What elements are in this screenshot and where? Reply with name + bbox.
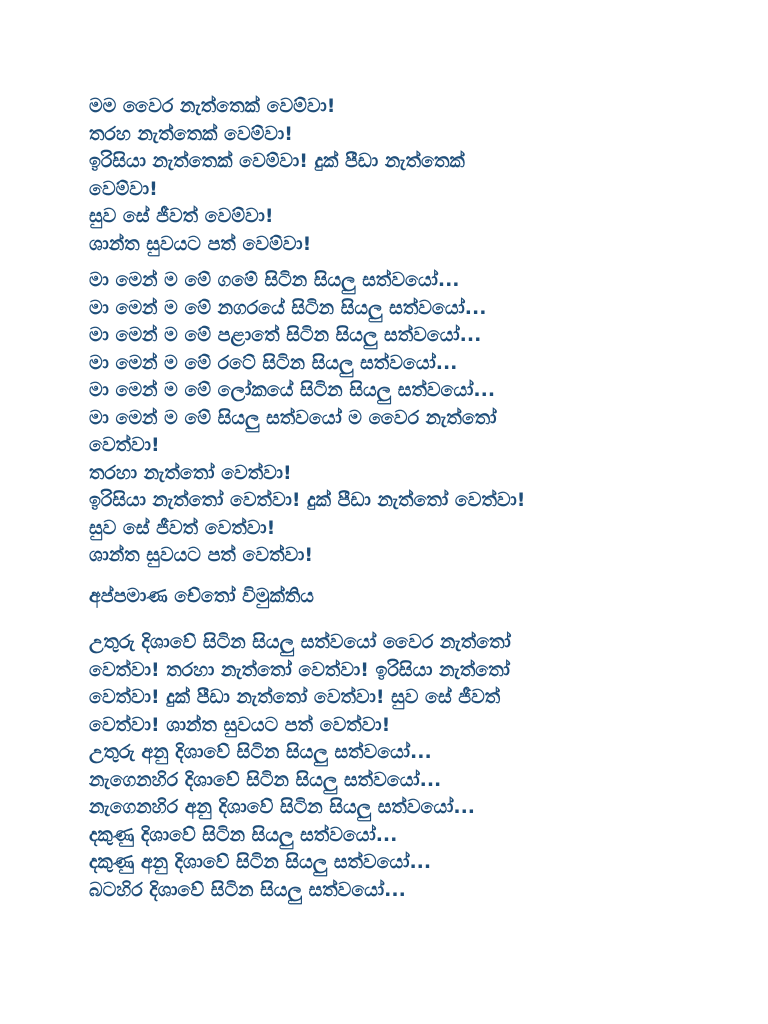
text-line: මා මෙන් ම මේ නගරයේ සිටින සියලු සත්වයෝ... [89, 296, 487, 319]
text-line: උතුරු දිශාවේ සිටින සියලු සත්වයෝ වෛර නැත්තෝ [89, 631, 511, 653]
paragraph-gap [89, 570, 689, 583]
text-line: සුව සේ ජීවත් වෙම්වා! [89, 205, 274, 227]
section-heading: අප්පමාණ චේතෝ විමුක්තිය [89, 584, 314, 607]
text-line: තරහා නැත්තෝ වෙත්වා! [89, 461, 292, 484]
paragraph-gap [89, 610, 689, 629]
text-line: නැගෙනහිර දිශාවේ සිටින සියලු සත්වයෝ... [89, 768, 442, 791]
text-line: වෙත්වා! තරහා නැත්තෝ වෙත්වා! ඉරිසියා නැත්තෝ [89, 658, 510, 681]
text-line: මා මෙන් ම මේ ලෝකයේ සිටින සියලු සත්වයෝ... [89, 379, 496, 401]
text-line: වෙත්වා! දුක් පීඩා නැත්තෝ වෙත්වා! සුව සේ ජීවත් [89, 686, 501, 708]
stanza-all-beings [89, 267, 689, 570]
text-line: වෙත්වා! [89, 434, 160, 456]
text-line: ඉරිසියා නැත්තෙක් වෙම්වා! දුක් පීඩා නැත්තෙක් [89, 150, 465, 172]
text-line: මා මෙන් ම මේ සියලු සත්වයෝ ම වෛර නැත්තෝ [89, 406, 497, 429]
text-line: සුව සේ ජීවත් වෙත්වා! [89, 516, 276, 539]
text-line: බටහිර දිශාවේ සිටින සියලු සත්වයෝ... [89, 878, 406, 901]
text-line: වෙම්වා! [89, 177, 158, 200]
text-line: ඉරිසියා නැත්තෝ වෙත්වා! දුක් පීඩා නැත්තෝ වෙත්වා! [89, 489, 526, 511]
text-line: උතුරු අනු දිශාවේ සිටින සියලු සත්වයෝ... [89, 741, 432, 763]
text-line: වෙත්වා! ශාන්ත සුවයට පත් වෙත්වා! [89, 713, 391, 736]
text-line: තරහ නැත්තෙක් වෙම්වා! [89, 122, 293, 145]
text-line: මා මෙන් ම මේ රටේ සිටින සියලු සත්වයෝ... [89, 351, 458, 374]
text-line: මා මෙන් ම මේ පළාතේ සිටින සියලු සත්වයෝ... [89, 324, 482, 346]
text-line: දකුණු දිශාවේ සිටින සියලු සත්වයෝ... [89, 823, 398, 846]
text-line: මම වෛර නැත්තෙක් වෙම්වා! [89, 95, 336, 117]
text-line: ශාන්ත සුවයට පත් වෙම්වා! [89, 232, 312, 255]
text-line: මා මෙන් ම මේ ගමේ සිටින සියලු සත්වයෝ... [89, 269, 460, 291]
text-line: ශාන්ත සුවයට පත් වෙත්වා! [89, 544, 314, 566]
text-line: නැගෙනහිර අනු දිශාවේ සිටින සියලු සත්වයෝ... [89, 796, 476, 818]
stanza-directions [89, 629, 689, 904]
text-line: දකුණු අනු දිශාවේ සිටින සියලු සත්වයෝ... [89, 851, 432, 873]
stanza-self-wishes [89, 93, 689, 258]
document-body [89, 93, 689, 904]
paragraph-gap [89, 258, 689, 267]
